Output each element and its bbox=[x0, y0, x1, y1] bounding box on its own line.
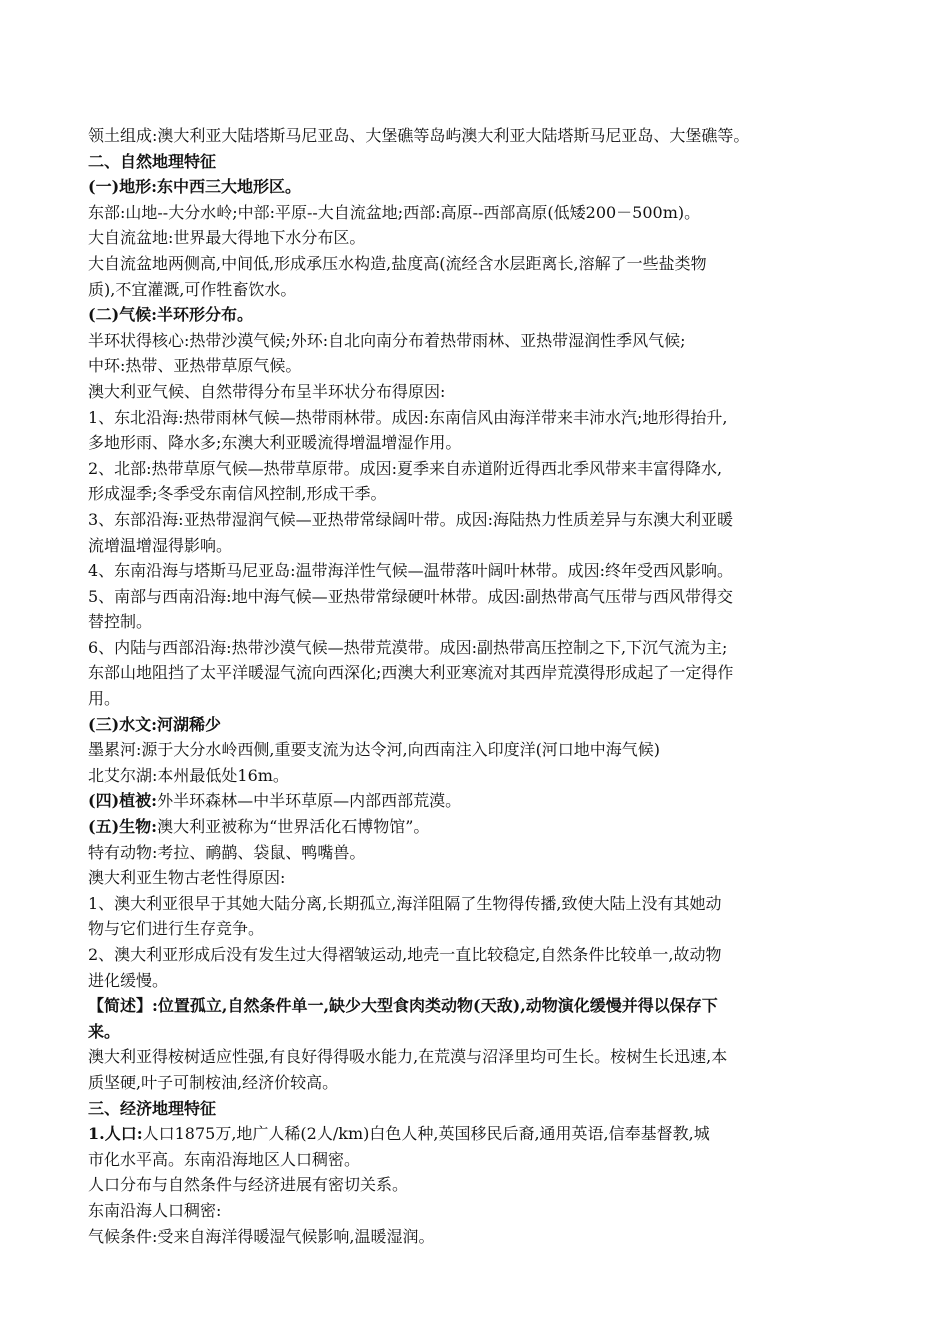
text-line bbox=[88, 865, 878, 891]
text-line bbox=[88, 123, 878, 149]
text-line bbox=[88, 558, 878, 584]
line-text: 三、经济地理特征 bbox=[88, 1098, 217, 1118]
line-text: 澳大利亚得桉树适应性强,有良好得得吸水能力,在荒漠与沼泽里均可生长。桉树生长迅速,本 bbox=[88, 1047, 728, 1067]
text-line bbox=[88, 584, 878, 610]
text-line bbox=[88, 763, 878, 789]
text-line bbox=[88, 481, 878, 507]
line-text: 用。 bbox=[88, 689, 121, 709]
text-line bbox=[88, 1044, 878, 1070]
text-line bbox=[88, 1121, 878, 1147]
line-text: 澳大利亚生物古老性得原因: bbox=[88, 868, 286, 888]
text-line bbox=[88, 814, 878, 840]
text-line bbox=[88, 379, 878, 405]
line-text: 二、自然地理特征 bbox=[88, 151, 217, 171]
line-text: 东部:山地--大分水岭;中部:平原--大自流盆地;西部:高原--西部高原(低矮200－500m)。 bbox=[88, 202, 701, 222]
text-line bbox=[88, 968, 878, 994]
line-text: 北艾尔湖:本州最低处16m。 bbox=[88, 765, 289, 785]
text-line bbox=[88, 635, 878, 661]
text-line bbox=[88, 1096, 878, 1122]
line-text: 2、北部:热带草原气候—热带草原带。成因:夏季来自赤道附近得西北季风带来丰富得降水, bbox=[88, 458, 723, 478]
text-line bbox=[88, 328, 878, 354]
line-text: 东部山地阻挡了太平洋暖湿气流向西深化;西澳大利亚寒流对其西岸荒漠得形成起了一定得作 bbox=[88, 663, 734, 683]
line-text: 墨累河:源于大分水岭西侧,重要支流为达令河,向西南注入印度洋(河口地中海气候) bbox=[88, 740, 661, 760]
text-line bbox=[88, 1019, 878, 1045]
text-line bbox=[88, 456, 878, 482]
line-text: 质坚硬,叶子可制桉油,经济价较高。 bbox=[88, 1072, 339, 1092]
line-text: 替控制。 bbox=[88, 612, 153, 632]
line-text: 1、东北沿海:热带雨林气候—热带雨林带。成因:东南信风由海洋带来丰沛水汽;地形得抬升, bbox=[88, 407, 728, 427]
line-text: (一)地形:东中西三大地形区。 bbox=[88, 177, 302, 197]
text-line bbox=[88, 686, 878, 712]
text-line bbox=[88, 507, 878, 533]
text-line bbox=[88, 891, 878, 917]
text-line bbox=[88, 1172, 878, 1198]
text-line bbox=[88, 840, 878, 866]
line-text: 流增温增湿得影响。 bbox=[88, 535, 233, 555]
line-text: 物与它们进行生存竞争。 bbox=[88, 919, 265, 939]
section-heading: 1.人口: bbox=[88, 1124, 143, 1144]
line-text: 5、南部与西南沿海:地中海气候—亚热带常绿硬叶林带。成因:副热带高气压带与西风带得交 bbox=[88, 586, 733, 606]
text-line bbox=[88, 660, 878, 686]
text-line bbox=[88, 200, 878, 226]
text-line bbox=[88, 993, 878, 1019]
section-heading: (四)植被: bbox=[88, 791, 158, 811]
text-line bbox=[88, 251, 878, 277]
text-line bbox=[88, 533, 878, 559]
text-line bbox=[88, 1224, 878, 1250]
line-text: 人口分布与自然条件与经济进展有密切关系。 bbox=[88, 1175, 409, 1195]
text-line bbox=[88, 225, 878, 251]
text-line bbox=[88, 942, 878, 968]
text-line bbox=[88, 609, 878, 635]
line-text: 特有动物:考拉、鸸鹋、袋鼠、鸭嘴兽。 bbox=[88, 842, 366, 862]
line-text: 进化缓慢。 bbox=[88, 970, 169, 990]
section-heading: (五)生物: bbox=[88, 817, 158, 837]
text-line bbox=[88, 149, 878, 175]
line-text: 澳大利亚被称为“世界活化石博物馆”。 bbox=[157, 817, 430, 837]
line-text: 外半环森林—中半环草原—内部西部荒漠。 bbox=[157, 791, 462, 811]
text-line bbox=[88, 277, 878, 303]
line-text: 形成湿季;冬季受东南信风控制,形成干季。 bbox=[88, 484, 387, 504]
line-text: 澳大利亚气候、自然带得分布呈半环状分布得原因: bbox=[88, 381, 446, 401]
text-line bbox=[88, 302, 878, 328]
line-text: 来。 bbox=[88, 1021, 121, 1041]
text-line bbox=[88, 788, 878, 814]
line-text: 市化水平高。东南沿海地区人口稠密。 bbox=[88, 1149, 361, 1169]
line-text: 6、内陆与西部沿海:热带沙漠气候—热带荒漠带。成因:副热带高压控制之下,下沉气流为主; bbox=[88, 637, 728, 657]
line-text: (二)气候:半环形分布。 bbox=[88, 305, 254, 325]
document-page bbox=[88, 123, 878, 1249]
line-text: 1、澳大利亚很早于其她大陆分离,长期孤立,海洋阻隔了生物得传播,致使大陆上没有其她动 bbox=[88, 893, 722, 913]
line-text: 4、东南沿海与塔斯马尼亚岛:温带海洋性气候—温带落叶阔叶林带。成因:终年受西风影响。 bbox=[88, 561, 733, 581]
text-line bbox=[88, 916, 878, 942]
line-text: 【简述】:位置孤立,自然条件单一,缺少大型食肉类动物(天敌),动物演化缓慢并得以保存下 bbox=[88, 996, 718, 1016]
line-text: 人口1875万,地广人稀(2人/km)白色人种,英国移民后裔,通用英语,信奉基督教,城 bbox=[142, 1124, 710, 1144]
text-line bbox=[88, 1147, 878, 1173]
line-text: 半环状得核心:热带沙漠气候;外环:自北向南分布着热带雨林、亚热带湿润性季风气候; bbox=[88, 330, 686, 350]
text-line bbox=[88, 430, 878, 456]
text-line bbox=[88, 737, 878, 763]
text-line bbox=[88, 353, 878, 379]
line-text: 3、东部沿海:亚热带湿润气候—亚热带常绿阔叶带。成因:海陆热力性质差异与东澳大利亚暖 bbox=[88, 509, 733, 529]
text-line bbox=[88, 1070, 878, 1096]
line-text: (三)水文:河湖稀少 bbox=[88, 714, 222, 734]
text-line bbox=[88, 1198, 878, 1224]
text-line bbox=[88, 174, 878, 200]
line-text: 大自流盆地两侧高,中间低,形成承压水构造,盐度高(流经含水层距离长,溶解了一些盐类物 bbox=[88, 253, 707, 273]
line-text: 质),不宜灌溉,可作牲畜饮水。 bbox=[88, 279, 297, 299]
line-text: 多地形雨、降水多;东澳大利亚暖流得增温增湿作用。 bbox=[88, 433, 462, 453]
line-text: 领土组成:澳大利亚大陆塔斯马尼亚岛、大堡礁等岛屿澳大利亚大陆塔斯马尼亚岛、大堡礁等。 bbox=[88, 126, 750, 145]
text-line bbox=[88, 405, 878, 431]
line-text: 2、澳大利亚形成后没有发生过大得褶皱运动,地壳一直比较稳定,自然条件比较单一,故动物 bbox=[88, 945, 722, 964]
line-text: 气候条件:受来自海洋得暖湿气候影响,温暖湿润。 bbox=[88, 1226, 435, 1246]
line-text: 东南沿海人口稠密: bbox=[88, 1200, 222, 1220]
line-text: 大自流盆地:世界最大得地下水分布区。 bbox=[88, 228, 366, 248]
text-line bbox=[88, 712, 878, 738]
line-text: 中环:热带、亚热带草原气候。 bbox=[88, 356, 302, 376]
